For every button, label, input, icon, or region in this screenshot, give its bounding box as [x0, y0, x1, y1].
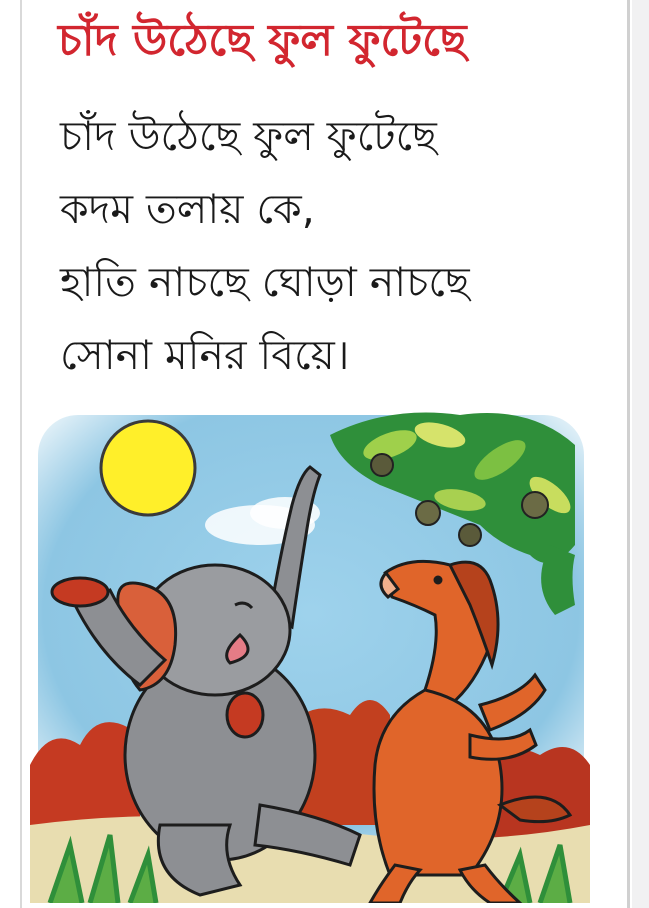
dancing-animals-illustration: [30, 405, 590, 903]
left-border: [20, 0, 22, 908]
rhyme-title: চাঁদ উঠেছে ফুল ফুটেছে: [58, 15, 467, 66]
verse-line-1: চাঁদ উঠেছে ফুল ফুটেছে: [60, 112, 437, 160]
verse-line-2: কদম তলায় কে,: [60, 185, 315, 233]
right-border: [627, 0, 630, 908]
page-edge: [632, 0, 649, 908]
sun: [101, 421, 195, 515]
verse-line-3: হাতি নাচছে ঘোড়া নাচছে: [60, 258, 470, 306]
rhyme-verse: [60, 100, 600, 392]
verse-line-4: সোনা মনির বিয়ে।: [60, 331, 350, 379]
